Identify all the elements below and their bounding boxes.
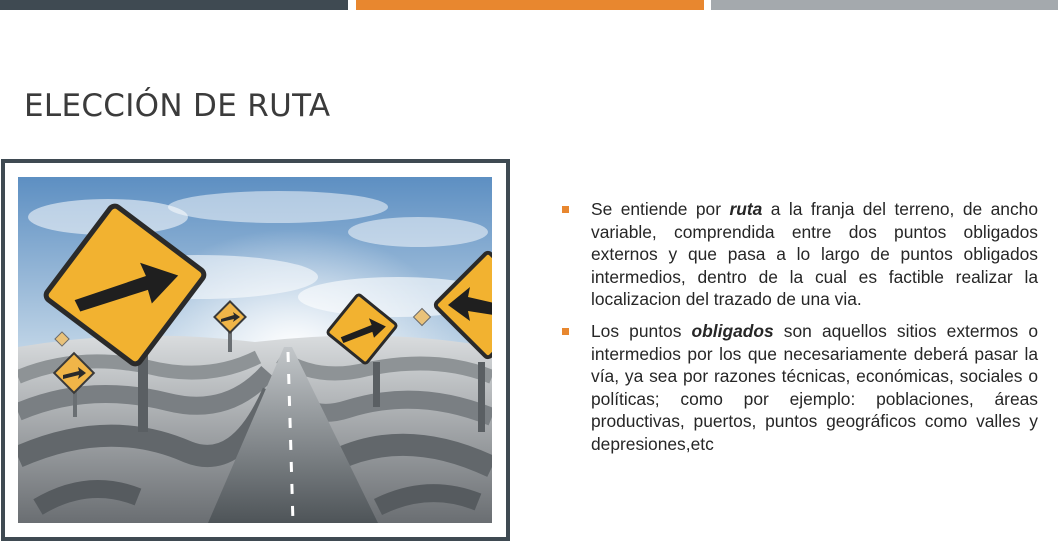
bullet-ruta-definition <box>562 198 1038 311</box>
bullet-emphasis-obligados: obligados <box>691 320 774 341</box>
bullet-emphasis-ruta: ruta <box>729 199 763 219</box>
bullet-text-before: Los puntos <box>591 320 692 341</box>
top-accent-bar-dark <box>0 0 348 10</box>
top-accent-bar-orange <box>356 0 704 10</box>
top-accent-bar-gray <box>711 0 1058 10</box>
slide-title: ELECCIÓN DE RUTA <box>24 88 331 124</box>
square-bullet-icon <box>562 206 569 213</box>
bullet-text-after: a la franja del terreno, de ancho variable, comprendida entre dos puntos obligados externos y que pasa a lo largo de puntos obligados intermedios, dentro de la cual es factible realizar la localizacion del trazado de una via. <box>591 199 1038 310</box>
content-area <box>562 198 1038 465</box>
bullet-puntos-obligados <box>562 320 1038 456</box>
bullet-text-after: son aquellos sitios extermos o intermedios por los que necesariamente deberá pasar la vía, ya sea por razones técnicas, económicas, sociales o políticas; como por ejemplo: poblaciones, áreas productivas, puertos, puntos geográficos como valles y depresiones,etc <box>591 320 1039 454</box>
image-frame <box>1 159 510 541</box>
road-signs-arrows-image <box>18 177 492 523</box>
bullet-text-before: Se entiende por <box>591 199 730 219</box>
square-bullet-icon <box>562 328 569 335</box>
